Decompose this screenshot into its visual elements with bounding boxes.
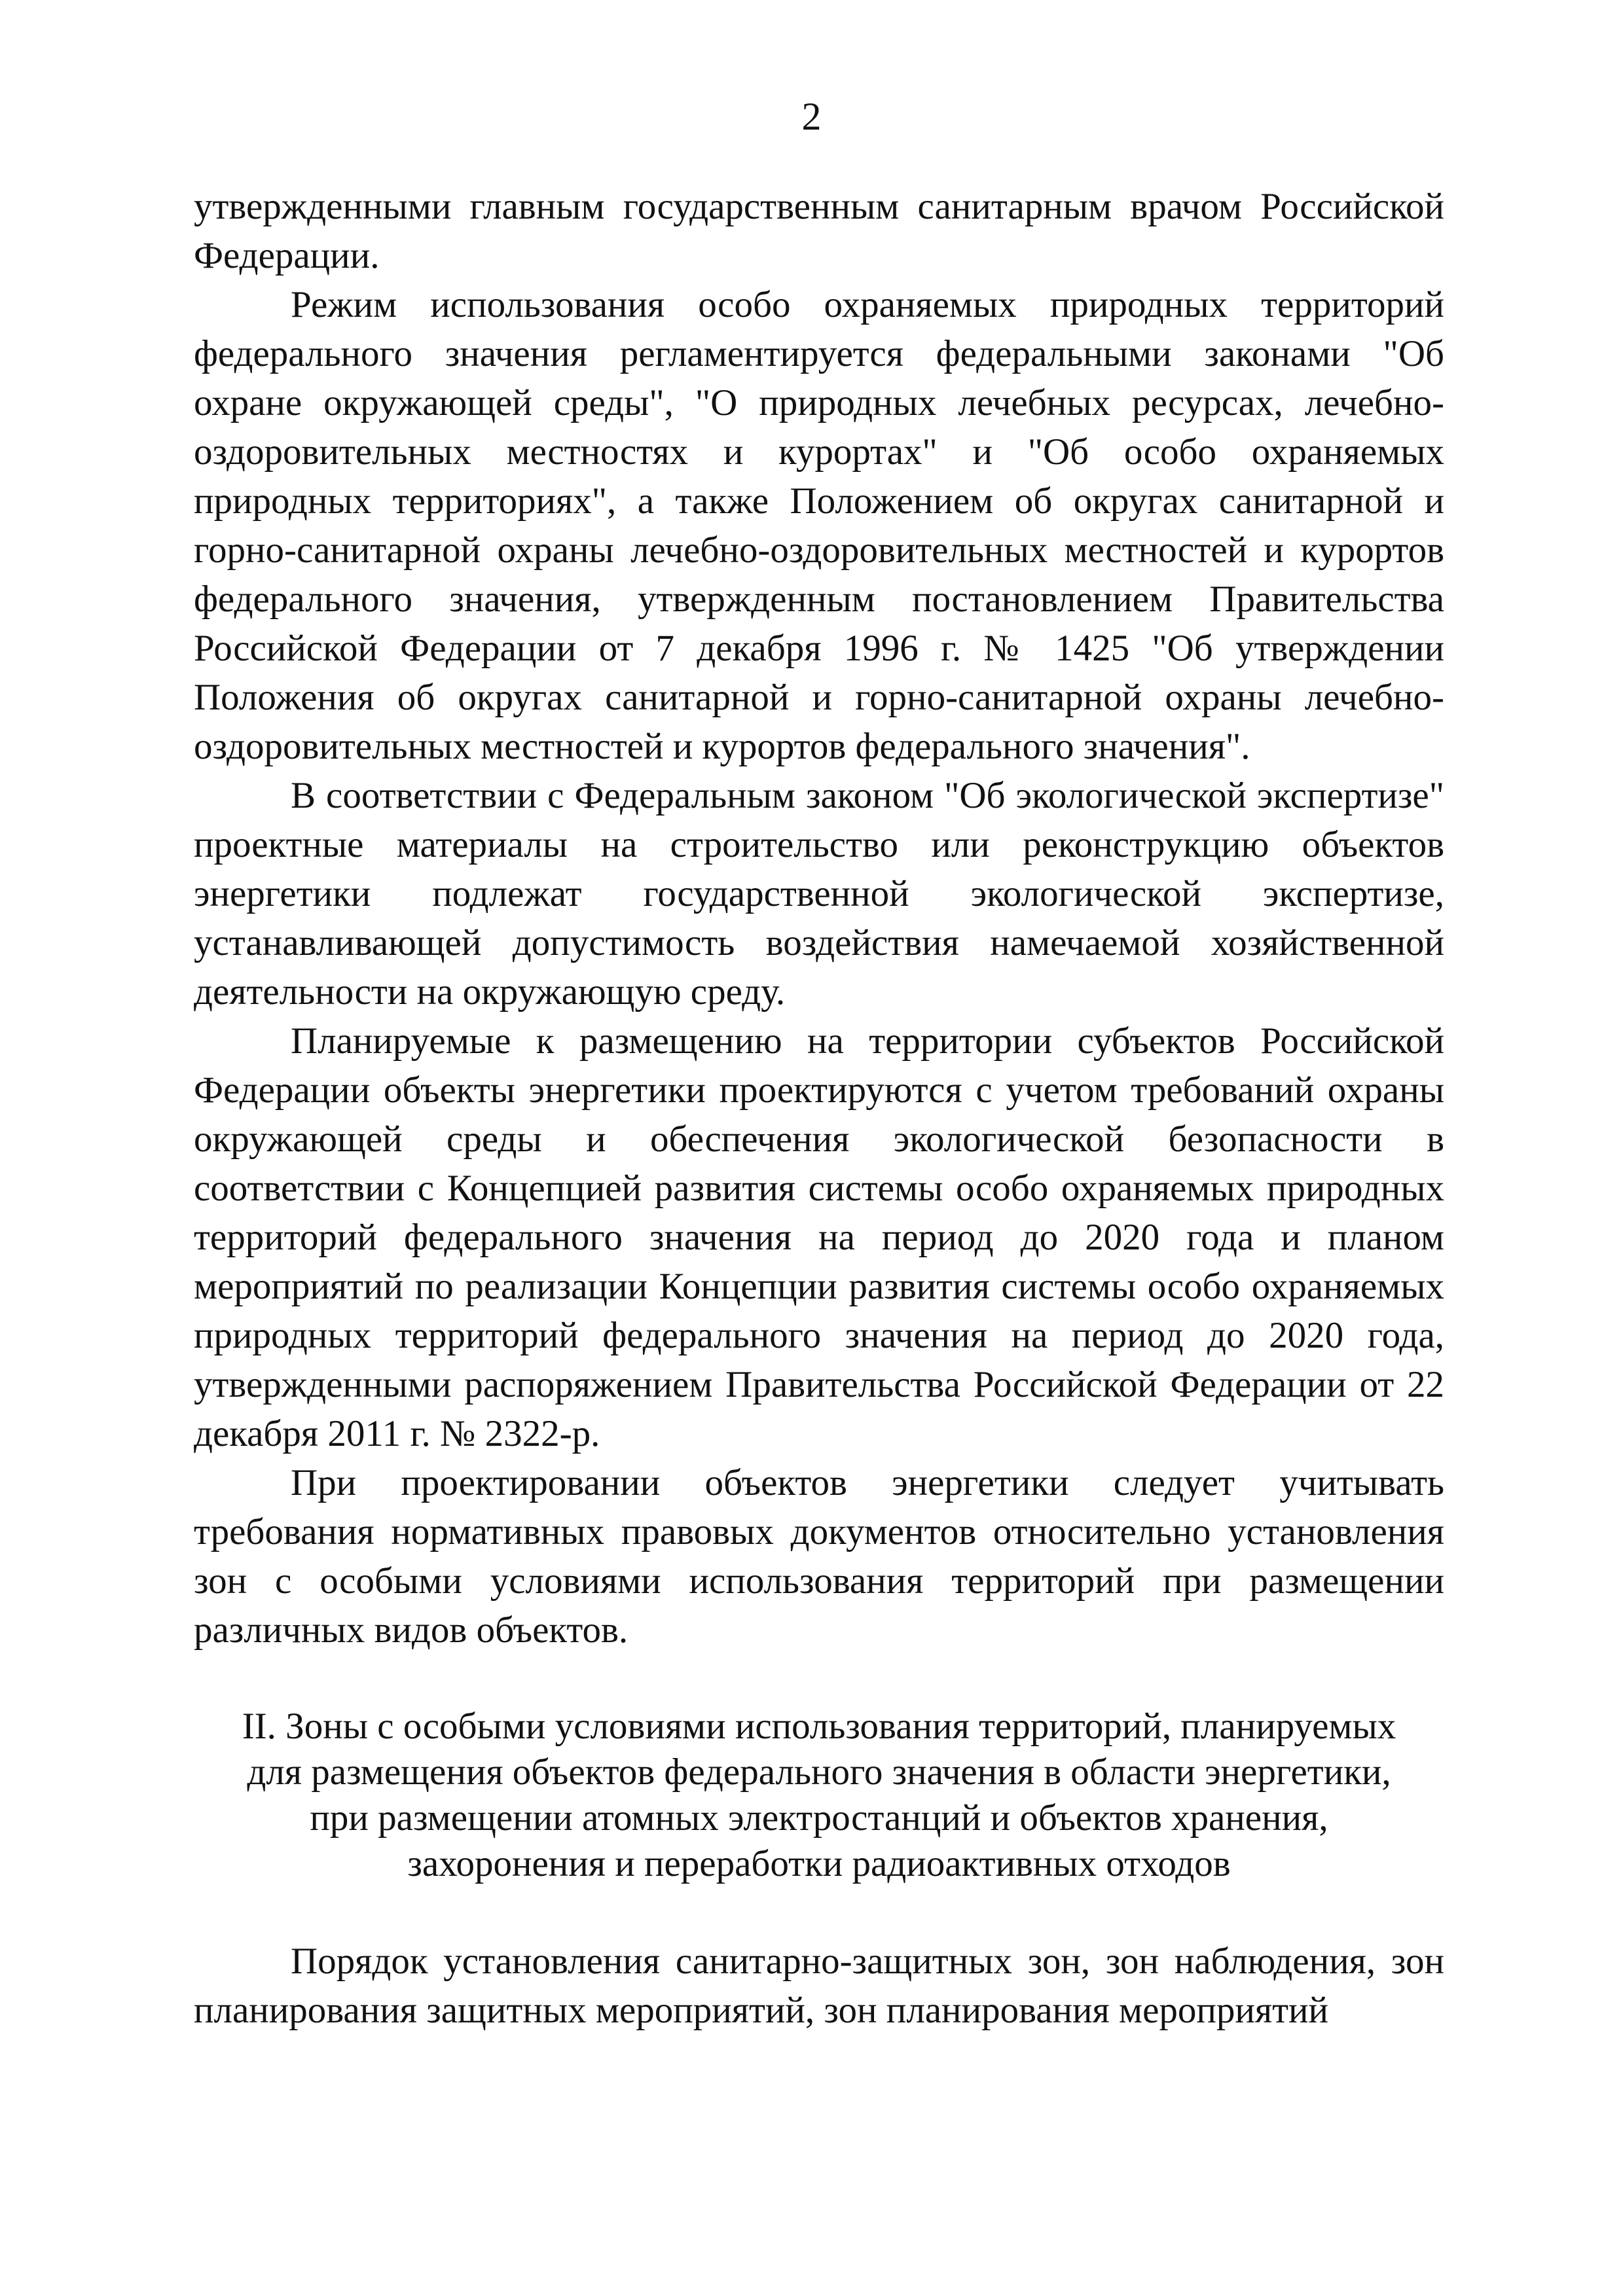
section-heading-line: для размещения объектов федерального значения в области энергетики, [247,1751,1391,1793]
section-heading-line: при размещении атомных электростанций и объектов хранения, [310,1797,1328,1839]
paragraph-ecological-expertise: В соответствии с Федеральным законом "Об экологической экспертизе" проектные материалы на строительство или реконструкцию объектов энергетики подлежат государственной экологической экспертизе, устанавливающей допустимость воздействия намечаемой хозяйственной деятельности на окружающую среду. [194,775,1444,1013]
section-heading-line: II. Зоны с особыми условиями использования территорий, планируемых [242,1706,1396,1747]
paragraph-design-requirements: При проектировании объектов энергетики следует учитывать требования нормативных правовых документов относительно установления зон с особыми условиями использования территорий при размещении различных видов объектов. [194,1462,1444,1651]
page-number: 2 [801,95,822,138]
section-heading [194,1704,1444,1887]
document-body [194,182,1444,2035]
paragraph-planned-energy-objects: Планируемые к размещению на территории субъектов Российской Федерации объекты энергетики проектируются с учетом требований охраны окружающей среды и обеспечения экологической безопасности в соответствии с Концепцией развития системы особо охраняемых природных территорий федерального значения на период до 2020 года и планом мероприятий по реализации Концепции развития системы особо охраняемых природных территорий федерального значения на период до 2020 года, утвержденными распоряжением Правительства Российской Федерации от 22 декабря 2011 г. № 2322-р. [194,1020,1444,1454]
paragraph-protected-territories-regime: Режим использования особо охраняемых природных территорий федерального значения регламентируется федеральными законами "Об охране окружающей среды", "О природных лечебных ресурсах, лечебно-оздоровительных местностях и курортах" и "Об особо охраняемых природных территориях", а также Положением об округах санитарной и горно-санитарной охраны лечебно-оздоровительных местностей и курортов федерального значения, утвержденным постановлением Правительства Российской Федерации от 7 декабря 1996 г. № 1425 "Об утверждении Положения об округах санитарной и горно-санитарной охраны лечебно-оздоровительных местностей и курортов федерального значения". [194,284,1444,767]
section-heading-line: захоронения и переработки радиоактивных отходов [407,1843,1231,1884]
paragraph-continuation: утвержденными главным государственным санитарным врачом Российской Федерации. [194,186,1444,276]
paragraph-zones-procedure: Порядок установления санитарно-защитных зон, зон наблюдения, зон планирования защитных мероприятий, зон планирования мероприятий [194,1941,1444,2031]
